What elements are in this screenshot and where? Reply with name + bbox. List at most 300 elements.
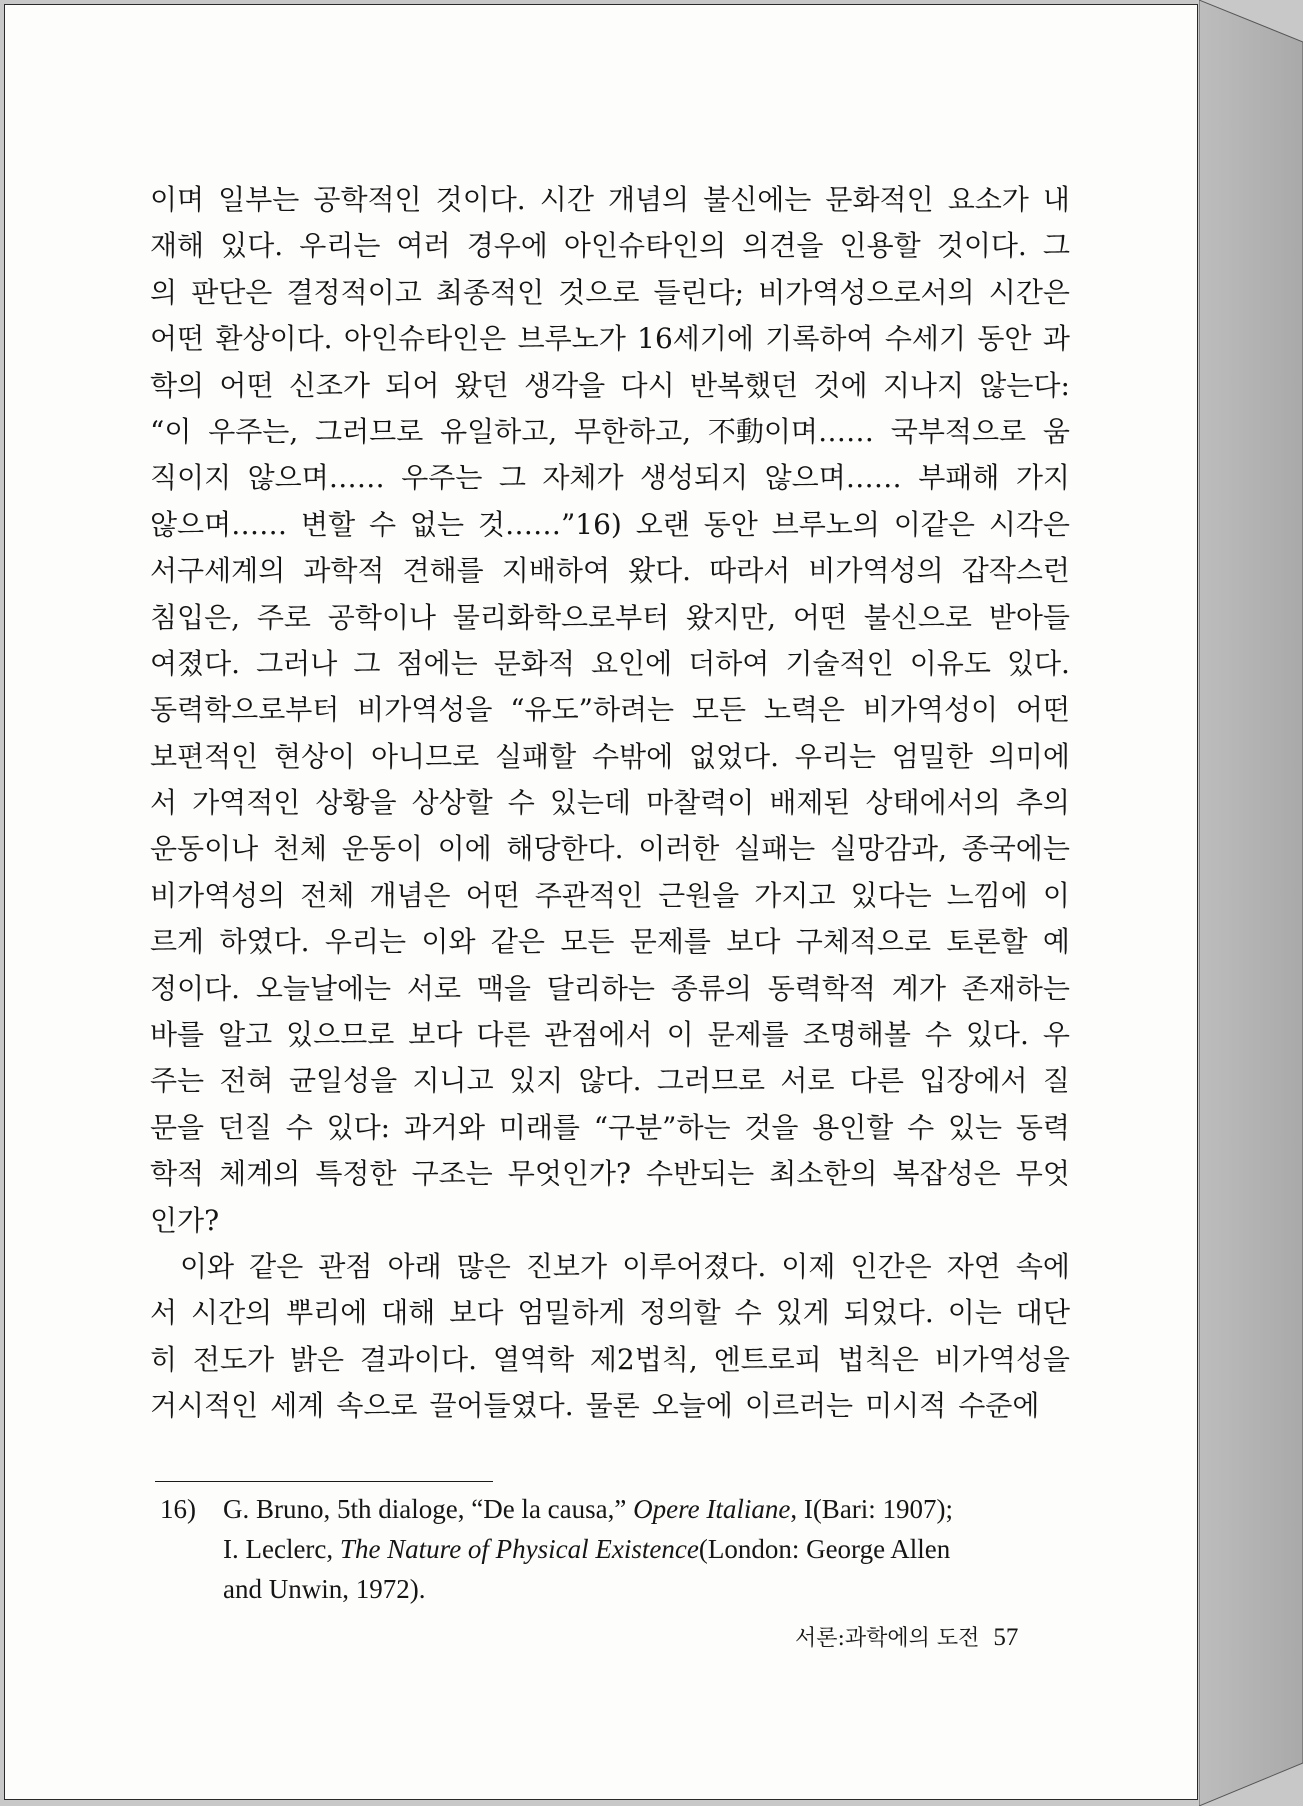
text-line [150,223,1070,269]
word: 비가역성으로서의 [758,275,975,309]
page-stack-edge [1199,0,1303,1806]
word: 동력학적 [767,971,876,1005]
word: 결정적이고 [286,275,422,309]
word: 최종적인 [435,275,545,309]
word: 주관적인 [534,878,644,912]
text-line [150,687,1070,733]
word: 개념의 [607,183,690,216]
word: 不動이며…… [707,414,874,448]
text-line [150,595,1070,641]
word: 불신에는 [703,183,812,216]
word: 가지고 [754,878,836,912]
word: 비가역성을 [934,1342,1070,1376]
word: 문제를 [707,1018,789,1052]
word: 실망감과, [829,832,947,866]
word: 보다 [726,925,781,959]
word: 의미에 [988,739,1070,773]
footnote-text: I. Leclerc, [223,1534,340,1564]
word: 지나지 [882,368,964,402]
word: 바를 [150,1018,205,1052]
word: 문을 [150,1110,205,1144]
word: 어떤 [150,322,205,356]
word: 왔다. [628,554,692,588]
word: 문제를 [629,925,711,959]
word: 갑작스런 [961,554,1070,588]
word: 어떤 [1015,693,1070,727]
word: 인용할 [839,229,921,263]
word: 반복했던 [689,368,799,402]
word: 법칙은 [837,1342,919,1376]
word: 노력은 [763,693,845,727]
word: 기술적인 [785,646,894,680]
word: 있는 [947,1110,1003,1144]
word: 복잡성은 [892,1157,1001,1191]
word: 입장에서 [919,1064,1028,1098]
word: 그러므로 [315,414,424,448]
word: 되었다. [843,1296,934,1330]
word: 같은 [490,925,545,959]
word: 마찰력이 [646,786,755,820]
word: 대단 [1015,1296,1070,1330]
word: 과거와 [403,1110,486,1144]
word: 문화적인 [825,183,934,216]
word: 없는 [409,507,465,541]
word: 오늘날에는 [255,971,392,1005]
word: 서로 [780,1064,835,1098]
word: 관점에서 [544,1018,653,1052]
footnote-line-1 [160,1489,1075,1529]
text-line [150,780,1070,826]
word: 자체가 [542,461,624,495]
word: 되어 [385,368,440,402]
word: 상상할 [411,786,493,820]
word: 서로 [406,971,462,1005]
footnote-text: (London: George Allen [698,1534,951,1564]
word: 끌어들였다. [429,1389,574,1423]
word: 수준에 [958,1389,1040,1423]
word: 보편적인 [150,739,259,773]
word: 구조는 [411,1157,493,1191]
word: 속에 [1015,1249,1070,1283]
word: 판단은 [191,275,273,309]
word: 계가 [891,971,946,1005]
word: 수 [369,507,397,541]
text-line [150,1290,1070,1336]
word: 학의 [150,368,205,402]
text-line [150,502,1070,548]
word: 거시적인 [150,1389,259,1423]
word: 그 [1042,229,1070,263]
word: 변할 [301,507,356,541]
word: 오랜 [635,507,690,541]
text-line [150,316,1070,362]
word: 천체 [272,832,328,866]
word: 않는다: [979,368,1070,402]
word: 결과이다. [359,1342,477,1376]
word: 느낌에 [946,878,1028,912]
word: 과학적 [303,554,385,588]
word: 우리는 [324,925,407,959]
word: 것이다. [936,229,1027,263]
text-line [150,455,1070,501]
word: 이러한 [638,832,720,866]
word: 보다 [449,1296,504,1330]
word: 아인슈타인의 [563,229,727,263]
page-number: 57 [993,1624,1019,1651]
word: 엄밀하게 [517,1296,626,1330]
word: 있게 [775,1296,830,1330]
word: 미시적 [865,1389,947,1423]
footnote-line-2 [160,1529,1075,1569]
word: 그러므로 [656,1064,766,1098]
word: 받아들 [988,600,1070,634]
word: 이와 [421,925,476,959]
word: 그러나 [256,646,338,680]
word: “구분”하는 [593,1110,731,1144]
page-edge-graphic [1199,0,1303,1806]
word: 브루노가 [517,322,626,356]
word: 불신으로 [863,600,972,634]
word: 같은 [249,1249,304,1283]
book-page [4,4,1198,1800]
word: 우리는 [299,229,381,263]
footnote-text: G. Bruno, 5th dialoge, “De la causa,” [223,1494,634,1524]
word: 동력학으로부터 [150,693,340,727]
word: 수밖에 [591,739,674,773]
word: 비가역성이 [862,693,999,727]
word: “유도”하려는 [510,693,675,727]
word: 있다. [1006,646,1070,680]
word: 동안 [703,507,758,541]
text-line [150,363,1070,409]
word: 엄밀한 [891,739,973,773]
word: 뿌리에 [286,1296,368,1330]
word: 알고 [218,1018,273,1052]
word: 종류의 [670,971,752,1005]
word: 있다: [326,1110,391,1144]
word: 여러 [396,229,451,263]
word: 하였다. [219,925,310,959]
word: 우주는 [401,461,483,495]
word: 않으며…… [764,461,902,495]
word: 현상이 [274,739,356,773]
text-line [150,1058,1070,1104]
word: 신조가 [288,368,370,402]
word: 직이지 [150,461,232,495]
word: 지배하여 [501,554,610,588]
word: 수반되는 [646,1157,755,1191]
word: 존재하는 [961,971,1070,1005]
text-line [150,919,1070,965]
word: 있다는 [850,878,932,912]
word: 수세기 [884,322,966,356]
text-line [150,873,1070,919]
footnote-text: and Unwin, 1972). [223,1574,426,1604]
word: 엔트로피 [713,1342,822,1376]
word: 상태에서의 [865,786,1001,820]
word: 아래 [387,1249,442,1283]
running-footer [795,1621,1018,1652]
text-line [150,1151,1070,1197]
word: 균일성을 [288,1064,398,1098]
chapter-title: 서론:과학에의 도전 [795,1626,980,1651]
word: 추의 [1015,786,1070,820]
word: 것을 [744,1110,799,1144]
word: 예 [1042,925,1070,959]
word: 점에는 [396,646,478,680]
word: 공학적인 [313,183,422,216]
word: 여졌다. [150,646,241,680]
word: 그 [498,461,526,495]
word: 다른 [849,1064,904,1098]
word: 보다 [408,1018,463,1052]
word: 이르러는 [744,1389,854,1423]
word: 서 [150,1296,178,1330]
word: 들린다; [653,275,745,309]
word: 실패는 [734,832,816,866]
word: 우주는, [208,414,299,448]
footnote-16 [160,1489,1075,1609]
word: 정이다. [150,971,241,1005]
word: 진보가 [525,1249,608,1283]
word: 공학이나 [327,600,436,634]
word: 많은 [456,1249,511,1283]
word: 경우에 [466,229,548,263]
word: 환상이다. [215,322,333,356]
word: 서 [150,786,178,820]
text-line [150,270,1070,316]
word: 있는데 [549,786,632,820]
footnote-book-title: The Nature of Physical Existence [339,1534,699,1564]
word: 이에 [437,832,492,866]
paragraph-1 [150,177,1070,1244]
word: 시간의 [191,1296,273,1330]
word: 전혀 [219,1064,274,1098]
word: 유일하고, [440,414,558,448]
word: 수 [924,1018,952,1052]
footnote-book-title: Opere Italiane [633,1494,791,1524]
word: 수 [507,786,535,820]
word: 동력 [1015,1110,1070,1144]
word: 이와 [180,1249,235,1283]
word: 이 [666,1018,694,1052]
word: 속으로 [336,1389,418,1423]
word: 해당한다. [506,832,624,866]
word: 브루노의 [771,507,880,541]
word: 것이다. [435,183,526,216]
word: 있다. [220,229,284,263]
word: 그 [353,646,381,680]
word: 침입은, [150,600,241,634]
word: 열역학 [492,1342,575,1376]
word: 있지 [509,1064,564,1098]
word: 요인에 [590,646,673,680]
word: 의견을 [742,229,824,263]
word: 수 [734,1296,762,1330]
word: 운동이나 [150,832,259,866]
text-line [150,1383,1070,1429]
text-line [150,1198,1070,1244]
word: 의 [150,275,178,309]
text-line [150,548,1070,594]
word: 히 [150,1342,178,1376]
word: 왔지만, [686,600,777,634]
word: 16세기에 [637,322,754,356]
word: 움 [1042,414,1070,448]
word: 서구세계의 [150,554,286,588]
word: 인가? [150,1203,220,1237]
word: 비가역성을 [357,693,493,727]
word: 무엇인가? [507,1157,631,1191]
word: 지니고 [412,1064,494,1098]
text-line [150,734,1070,780]
word: 않으며…… [247,461,385,495]
word: 부패해 [918,461,1000,495]
body-text [150,177,1070,1430]
word: 더하여 [688,646,770,680]
word: 우리는 [794,739,876,773]
word: 다른 [476,1018,531,1052]
word: 배제된 [769,786,851,820]
footnote-number: 16) [160,1494,196,1524]
word: 상황을 [315,786,397,820]
word: 어떤 [219,368,274,402]
word: 이제 [781,1249,836,1283]
word: 생성되지 [639,461,749,495]
word: 관점 [318,1249,373,1283]
word: 이는 [947,1296,1002,1330]
word: 질 [1042,1064,1070,1098]
word: 것……”16) [477,507,622,541]
word: 대해 [381,1296,436,1330]
word: 최소한의 [769,1157,878,1191]
footnote-line-3 [160,1569,1075,1609]
word: 달리하는 [546,971,655,1005]
word: 이같은 [893,507,975,541]
word: 특정한 [315,1157,397,1191]
word: 견해를 [402,554,484,588]
word: 밝은 [289,1342,345,1376]
word: 따라서 [709,554,791,588]
word: 주는 [150,1064,205,1098]
word: 있다. [965,1018,1029,1052]
word: 비가역성의 [150,878,286,912]
text-line [150,966,1070,1012]
word: 시각은 [988,507,1070,541]
word: 미래를 [498,1110,580,1144]
word: 재해 [150,229,205,263]
word: “이 [150,414,192,448]
word: 수 [907,1110,935,1144]
word: 이 [1042,878,1070,912]
word: 조명해볼 [802,1018,911,1052]
text-line [150,1012,1070,1058]
word: 개념은 [369,878,451,912]
word: 동안 [977,322,1032,356]
word: 자연 [946,1249,1001,1283]
word: 생각을 [524,368,606,402]
word: 시간은 [988,275,1070,309]
word: 무엇 [1015,1157,1070,1191]
word: 아인슈타인은 [343,322,507,356]
word: 실패할 [495,739,577,773]
word: 아니므로 [370,739,480,773]
word: 있으므로 [286,1018,395,1052]
footnote-text: , I(Bari: 1907); [790,1494,954,1524]
word: 무한하고, [573,414,692,448]
word: 토론할 [946,925,1028,959]
word: 종국에는 [961,832,1070,866]
word: 일부는 [218,183,300,216]
word: 요소가 [947,183,1029,216]
word: 비가역성의 [808,554,944,588]
word: 근원을 [658,878,740,912]
word: 왔던 [454,368,509,402]
word: 않다. [578,1064,642,1098]
word: 모든 [691,693,747,727]
word: 국부적으로 [890,414,1027,448]
word: 세계 [270,1389,325,1423]
word: 다시 [620,368,675,402]
word: 맥을 [476,971,531,1005]
text-line [150,1105,1070,1151]
word: 이유도 [909,646,991,680]
word: 용인할 [812,1110,894,1144]
word: 주로 [256,600,311,634]
word: 물리화학으로부터 [452,600,670,634]
text-line [150,177,1070,223]
word: 학적 [150,1157,205,1191]
text-line [150,1337,1070,1383]
word: 제2법칙, [589,1342,698,1376]
text-line [150,641,1070,687]
word: 르게 [150,925,205,959]
word: 전체 [300,878,355,912]
text-line [150,826,1070,872]
word: 내 [1042,183,1070,216]
word: 전도가 [192,1342,275,1376]
footnote-divider [155,1481,493,1482]
word: 과 [1042,322,1070,356]
word: 물론 [585,1389,640,1423]
word: 던질 [217,1110,272,1144]
word: 이며 [150,183,205,216]
word: 않으며…… [150,507,288,541]
word: 체계의 [219,1157,301,1191]
text-line [150,1244,1070,1290]
word: 것으로 [558,275,640,309]
word: 운동이 [341,832,423,866]
word: 인간은 [850,1249,932,1283]
word: 이루어졌다. [622,1249,767,1283]
word: 문화적 [493,646,575,680]
word: 어떤 [465,878,520,912]
word: 수 [285,1110,313,1144]
word: 없었다. [688,739,779,773]
paragraph-2 [150,1244,1070,1430]
word: 시간 [539,183,594,216]
word: 것에 [813,368,868,402]
word: 정의할 [639,1296,721,1330]
word: 가지 [1015,461,1070,495]
word: 기록하여 [765,322,874,356]
word: 모든 [560,925,615,959]
text-line [150,409,1070,455]
word: 어떤 [792,600,847,634]
word: 구체적으로 [795,925,932,959]
word: 가역적인 [192,786,301,820]
word: 우 [1042,1018,1070,1052]
